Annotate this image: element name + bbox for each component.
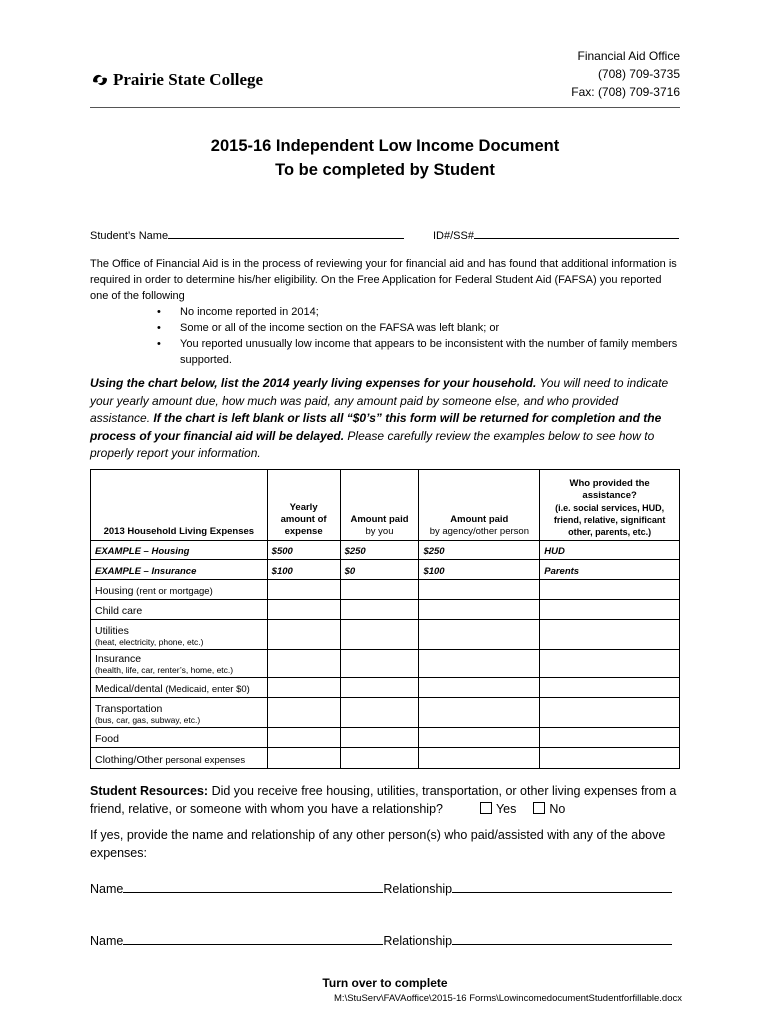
cell-input[interactable] bbox=[267, 620, 340, 650]
header-paid-2: by you bbox=[365, 526, 394, 537]
row-label-main: Transportation bbox=[95, 703, 163, 715]
yes-label: Yes bbox=[495, 802, 517, 816]
cell-input[interactable] bbox=[267, 678, 340, 698]
row-label bbox=[91, 698, 268, 728]
no-label: No bbox=[549, 802, 566, 816]
table-row-insurance bbox=[91, 650, 680, 678]
college-logo bbox=[91, 70, 263, 90]
cell-input[interactable] bbox=[267, 600, 340, 620]
instructions-text-1: You will need to indicate your yearly amount due, how much was paid, any amount paid by someone else, and who provided assistance. bbox=[90, 376, 669, 425]
cell-input[interactable] bbox=[340, 600, 419, 620]
row-label bbox=[91, 650, 268, 678]
row-label-main: Utilities bbox=[95, 625, 129, 637]
office-fax: Fax: (708) 709-3716 bbox=[571, 85, 680, 99]
resources-question: Did you receive free housing, utilities, transportation, or other living expenses from a friend, relative, or someone with whom you have a relationship? bbox=[90, 784, 677, 816]
cell-input[interactable] bbox=[540, 650, 680, 678]
bullet-item: • No income reported in 2014; bbox=[180, 304, 680, 320]
intro-text: The Office of Financial Aid is in the process of reviewing your for financial aid and has found that additional information is required in order to determine his/her eligibility. On the Free Application for Federal Student Aid (FAFSA) you reported one of the following bbox=[90, 258, 677, 302]
row-label-sub: (heat, electricity, phone, etc.) bbox=[95, 637, 204, 647]
example-yearly: $100 bbox=[267, 560, 340, 580]
cell-input[interactable] bbox=[540, 620, 680, 650]
cell-input[interactable] bbox=[340, 650, 419, 678]
office-name: Financial Aid Office bbox=[577, 49, 680, 63]
yes-checkbox[interactable] bbox=[480, 802, 492, 814]
header-who-3: (i.e. social services, HUD, bbox=[555, 503, 665, 513]
table-row-childcare bbox=[91, 600, 680, 620]
student-name-label: Student’s Name bbox=[90, 230, 169, 242]
example-agency: $250 bbox=[419, 541, 540, 560]
relationship-line[interactable] bbox=[452, 879, 672, 893]
cell-input[interactable] bbox=[419, 600, 540, 620]
header-who-5: other, parents, etc.) bbox=[568, 527, 652, 537]
row-label bbox=[91, 580, 268, 600]
id-line[interactable] bbox=[474, 227, 679, 239]
cell-input[interactable] bbox=[267, 580, 340, 600]
cell-input[interactable] bbox=[267, 698, 340, 728]
header-agency-1: Amount paid bbox=[450, 514, 509, 525]
bullet-item: • Some or all of the income section on the FAFSA was left blank; or bbox=[180, 320, 680, 336]
cell-input[interactable] bbox=[267, 728, 340, 748]
row-label-main: Clothing/Other bbox=[95, 754, 163, 766]
cell-input[interactable] bbox=[340, 748, 419, 769]
row-label-sub: (bus, car, gas, subway, etc.) bbox=[95, 715, 201, 725]
resources-label: Student Resources: bbox=[90, 784, 209, 798]
cell-input[interactable] bbox=[267, 748, 340, 769]
table-row-medical bbox=[91, 678, 680, 698]
title-line-1: 2015-16 Independent Low Income Document bbox=[210, 137, 560, 155]
cell-input[interactable] bbox=[540, 580, 680, 600]
bullet-item: • You reported unusually low income that appears to be inconsistent with the number of family members supported. bbox=[180, 336, 680, 368]
cell-input[interactable] bbox=[419, 728, 540, 748]
title-line-2: To be completed by Student bbox=[275, 161, 495, 179]
example-who: HUD bbox=[540, 541, 680, 560]
cell-input[interactable] bbox=[340, 678, 419, 698]
example-label: EXAMPLE – Insurance bbox=[91, 560, 268, 580]
instructions-bold-1: Using the chart below, list the 2014 yearly living expenses for your household. bbox=[90, 376, 537, 390]
name-relationship-row-1 bbox=[90, 879, 672, 896]
student-resources-section bbox=[90, 782, 690, 862]
header-who-1: Who provided the bbox=[569, 478, 650, 489]
header-yearly bbox=[267, 470, 340, 541]
example-label: EXAMPLE – Housing bbox=[91, 541, 268, 560]
header-paid-by-agency bbox=[419, 470, 540, 541]
header-yearly-2: amount of bbox=[280, 514, 327, 525]
cell-input[interactable] bbox=[419, 650, 540, 678]
row-label-sub: (Medicaid, enter $0) bbox=[162, 684, 250, 695]
cell-input[interactable] bbox=[340, 698, 419, 728]
name-line[interactable] bbox=[123, 931, 383, 945]
example-you: $250 bbox=[340, 541, 419, 560]
cell-input[interactable] bbox=[340, 620, 419, 650]
name-label: Name bbox=[90, 934, 124, 948]
relationship-line[interactable] bbox=[452, 931, 672, 945]
relationship-label: Relationship bbox=[383, 934, 453, 948]
table-row-clothing bbox=[91, 748, 680, 769]
example-row-housing bbox=[91, 541, 680, 560]
row-label-sub: (health, life, car, renter’s, home, etc.) bbox=[95, 665, 234, 675]
instructions-bold-2: If the chart is left blank or lists all “$0’s” this form will be returned for completion and the process of your financial aid will be delayed. bbox=[90, 411, 662, 443]
resources-question-block bbox=[90, 782, 690, 818]
header-yearly-3: expense bbox=[284, 526, 323, 537]
name-line[interactable] bbox=[123, 879, 383, 893]
id-label: ID#/SS# bbox=[433, 230, 474, 242]
table-row-utilities bbox=[91, 620, 680, 650]
cell-input[interactable] bbox=[540, 678, 680, 698]
table-row-transportation bbox=[91, 698, 680, 728]
cell-input[interactable] bbox=[540, 698, 680, 728]
table-row-food bbox=[91, 728, 680, 748]
no-checkbox[interactable] bbox=[533, 802, 545, 814]
example-you: $0 bbox=[340, 560, 419, 580]
example-yearly: $500 bbox=[267, 541, 340, 560]
header-who-2: assistance? bbox=[582, 490, 637, 501]
id-field[interactable] bbox=[433, 227, 679, 242]
cell-input[interactable] bbox=[419, 698, 540, 728]
table-header-row bbox=[91, 470, 680, 541]
expenses-table bbox=[90, 469, 680, 769]
row-label-sub: personal expenses bbox=[162, 755, 246, 766]
cell-input[interactable] bbox=[419, 748, 540, 769]
cell-input[interactable] bbox=[540, 748, 680, 769]
header-paid-1: Amount paid bbox=[350, 514, 409, 525]
turn-over-note: Turn over to complete bbox=[322, 976, 448, 990]
instructions-text-2: Please carefully review the examples below to see how to properly report your information. bbox=[90, 428, 655, 460]
student-name-line[interactable] bbox=[168, 227, 404, 239]
header-divider bbox=[90, 107, 680, 108]
example-agency: $100 bbox=[419, 560, 540, 580]
row-label-main: Food bbox=[95, 733, 119, 745]
header-paid-by-you bbox=[340, 470, 419, 541]
cell-input[interactable] bbox=[340, 728, 419, 748]
header-who-4: friend, relative, significant bbox=[553, 515, 666, 525]
college-name: Prairie State College bbox=[113, 70, 264, 89]
relationship-label: Relationship bbox=[383, 882, 453, 896]
header-expenses: 2013 Household Living Expenses bbox=[91, 470, 268, 541]
row-label-main: Housing bbox=[95, 585, 134, 597]
row-label-main: Child care bbox=[95, 605, 143, 617]
name-label: Name bbox=[90, 882, 124, 896]
header-agency-2: by agency/other person bbox=[429, 526, 529, 537]
cell-input[interactable] bbox=[419, 678, 540, 698]
header-who-provided bbox=[540, 470, 680, 541]
header-yearly-1: Yearly bbox=[289, 502, 318, 513]
row-label bbox=[91, 748, 268, 769]
cell-input[interactable] bbox=[540, 600, 680, 620]
row-label bbox=[91, 728, 268, 748]
college-logo-icon bbox=[91, 72, 109, 88]
intro-bullets bbox=[90, 304, 680, 368]
cell-input[interactable] bbox=[340, 580, 419, 600]
row-label bbox=[91, 600, 268, 620]
intro-section bbox=[90, 256, 680, 368]
cell-input[interactable] bbox=[267, 650, 340, 678]
resources-followup: If yes, provide the name and relationship of any other person(s) who paid/assisted with any of the above expenses: bbox=[90, 828, 666, 860]
student-name-field[interactable] bbox=[90, 227, 404, 242]
file-path: M:\StuServ\FAVAoffice\2015-16 Forms\LowincomedocumentStudentforfillable.docx bbox=[334, 993, 682, 1004]
office-phone: (708) 709-3735 bbox=[597, 67, 680, 81]
example-row-insurance bbox=[91, 560, 680, 580]
office-contact bbox=[571, 47, 680, 101]
cell-input[interactable] bbox=[419, 580, 540, 600]
table-row-housing bbox=[91, 580, 680, 600]
row-label-sub: (rent or mortgage) bbox=[133, 586, 213, 597]
example-who: Parents bbox=[540, 560, 680, 580]
chart-instructions bbox=[90, 375, 680, 463]
row-label bbox=[91, 678, 268, 698]
cell-input[interactable] bbox=[540, 728, 680, 748]
name-relationship-row-2 bbox=[90, 931, 672, 948]
document-title bbox=[0, 134, 770, 182]
row-label-main: Insurance bbox=[95, 653, 142, 665]
row-label-main: Medical/dental bbox=[95, 683, 163, 695]
cell-input[interactable] bbox=[419, 620, 540, 650]
row-label bbox=[91, 620, 268, 650]
